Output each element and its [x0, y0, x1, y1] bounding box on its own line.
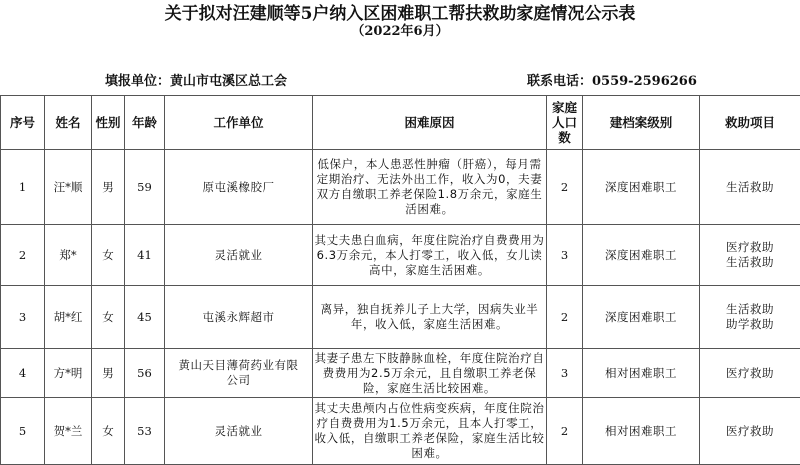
cell-age: 45 — [125, 286, 165, 349]
cell-gender: 男 — [92, 150, 125, 225]
cell-age: 56 — [125, 349, 165, 398]
cell-reason: 其妻子患左下肢静脉血栓，年度住院治疗自费费用为2.5万余元，且自缴职工养老保险，家庭生活比较困难。 — [313, 349, 547, 398]
header-name: 姓名 — [45, 96, 92, 150]
cell-workplace: 黄山天目薄荷药业有限公司 — [165, 349, 313, 398]
cell-household: 2 — [547, 286, 583, 349]
table-row — [1, 286, 800, 349]
cell-no: 2 — [1, 225, 45, 286]
header-gender: 性别 — [92, 96, 125, 150]
table-row — [1, 225, 800, 286]
table-header-row — [1, 96, 800, 150]
document-title: 关于拟对汪建顺等5户纳入区困难职工帮扶救助家庭情况公示表 — [0, 3, 800, 25]
cell-workplace: 屯溪永辉超市 — [165, 286, 313, 349]
project-line: 医疗救助 — [700, 240, 800, 255]
table-row — [1, 349, 800, 398]
header-category: 建档案级别 — [583, 96, 700, 150]
cell-project — [700, 286, 800, 349]
cell-gender: 女 — [92, 225, 125, 286]
cell-project — [700, 225, 800, 286]
cell-category: 相对困难职工 — [583, 398, 700, 465]
cell-no: 1 — [1, 150, 45, 225]
cell-workplace: 灵活就业 — [165, 225, 313, 286]
table-row — [1, 398, 800, 465]
project-line: 生活救助 — [700, 302, 800, 317]
cell-no: 3 — [1, 286, 45, 349]
header-no: 序号 — [1, 96, 45, 150]
cell-category: 深度困难职工 — [583, 225, 700, 286]
cell-category: 深度困难职工 — [583, 150, 700, 225]
cell-gender: 女 — [92, 286, 125, 349]
document-subtitle: （2022年6月） — [0, 23, 800, 41]
cell-reason: 其丈夫患白血病，年度住院治疗自费费用为6.3万余元，本人打零工，收入低，女儿读高中，家庭生活困难。 — [313, 225, 547, 286]
project-line: 助学救助 — [700, 317, 800, 332]
cell-household: 2 — [547, 398, 583, 465]
project-line: 医疗救助 — [700, 424, 800, 439]
cell-name: 郑* — [45, 225, 92, 286]
project-line: 生活救助 — [700, 180, 800, 195]
cell-household: 3 — [547, 225, 583, 286]
header-workplace: 工作单位 — [165, 96, 313, 150]
cell-project — [700, 349, 800, 398]
cell-name: 汪*顺 — [45, 150, 92, 225]
cell-reason: 其丈夫患颅内占位性病变疾病，年度住院治疗自费费用为1.5万余元，且本人打零工，收入低，自缴职工养老保险，家庭生活比较困难。 — [313, 398, 547, 465]
cell-project — [700, 150, 800, 225]
cell-gender: 男 — [92, 349, 125, 398]
header-reason: 困难原因 — [313, 96, 547, 150]
cell-name: 胡*红 — [45, 286, 92, 349]
cell-age: 59 — [125, 150, 165, 225]
cell-name: 方*明 — [45, 349, 92, 398]
cell-category: 相对困难职工 — [583, 349, 700, 398]
contact-phone: 联系电话：0559-2596266 — [527, 70, 697, 89]
cell-age: 53 — [125, 398, 165, 465]
cell-household: 3 — [547, 349, 583, 398]
header-household: 家庭人口数 — [547, 96, 583, 150]
cell-workplace: 原屯溪橡胶厂 — [165, 150, 313, 225]
cell-project — [700, 398, 800, 465]
cell-no: 4 — [1, 349, 45, 398]
cell-reason: 离异，独自抚养儿子上大学，因病失业半年，收入低，家庭生活困难。 — [313, 286, 547, 349]
header-project: 救助项目 — [700, 96, 800, 150]
header-age: 年龄 — [125, 96, 165, 150]
cell-reason: 低保户，本人患恶性肿瘤（肝癌），每月需定期治疗、无法外出工作，收入为0，夫妻双方自缴职工养老保险1.8万余元，家庭生活困难。 — [313, 150, 547, 225]
cell-age: 41 — [125, 225, 165, 286]
cell-name: 贺*兰 — [45, 398, 92, 465]
cell-household: 2 — [547, 150, 583, 225]
project-line: 生活救助 — [700, 255, 800, 270]
assistance-table — [0, 95, 800, 465]
project-line: 医疗救助 — [700, 366, 800, 381]
cell-category: 深度困难职工 — [583, 286, 700, 349]
cell-no: 5 — [1, 398, 45, 465]
reporting-unit: 填报单位：黄山市屯溪区总工会 — [105, 70, 287, 89]
table-row — [1, 150, 800, 225]
cell-workplace: 灵活就业 — [165, 398, 313, 465]
cell-gender: 女 — [92, 398, 125, 465]
